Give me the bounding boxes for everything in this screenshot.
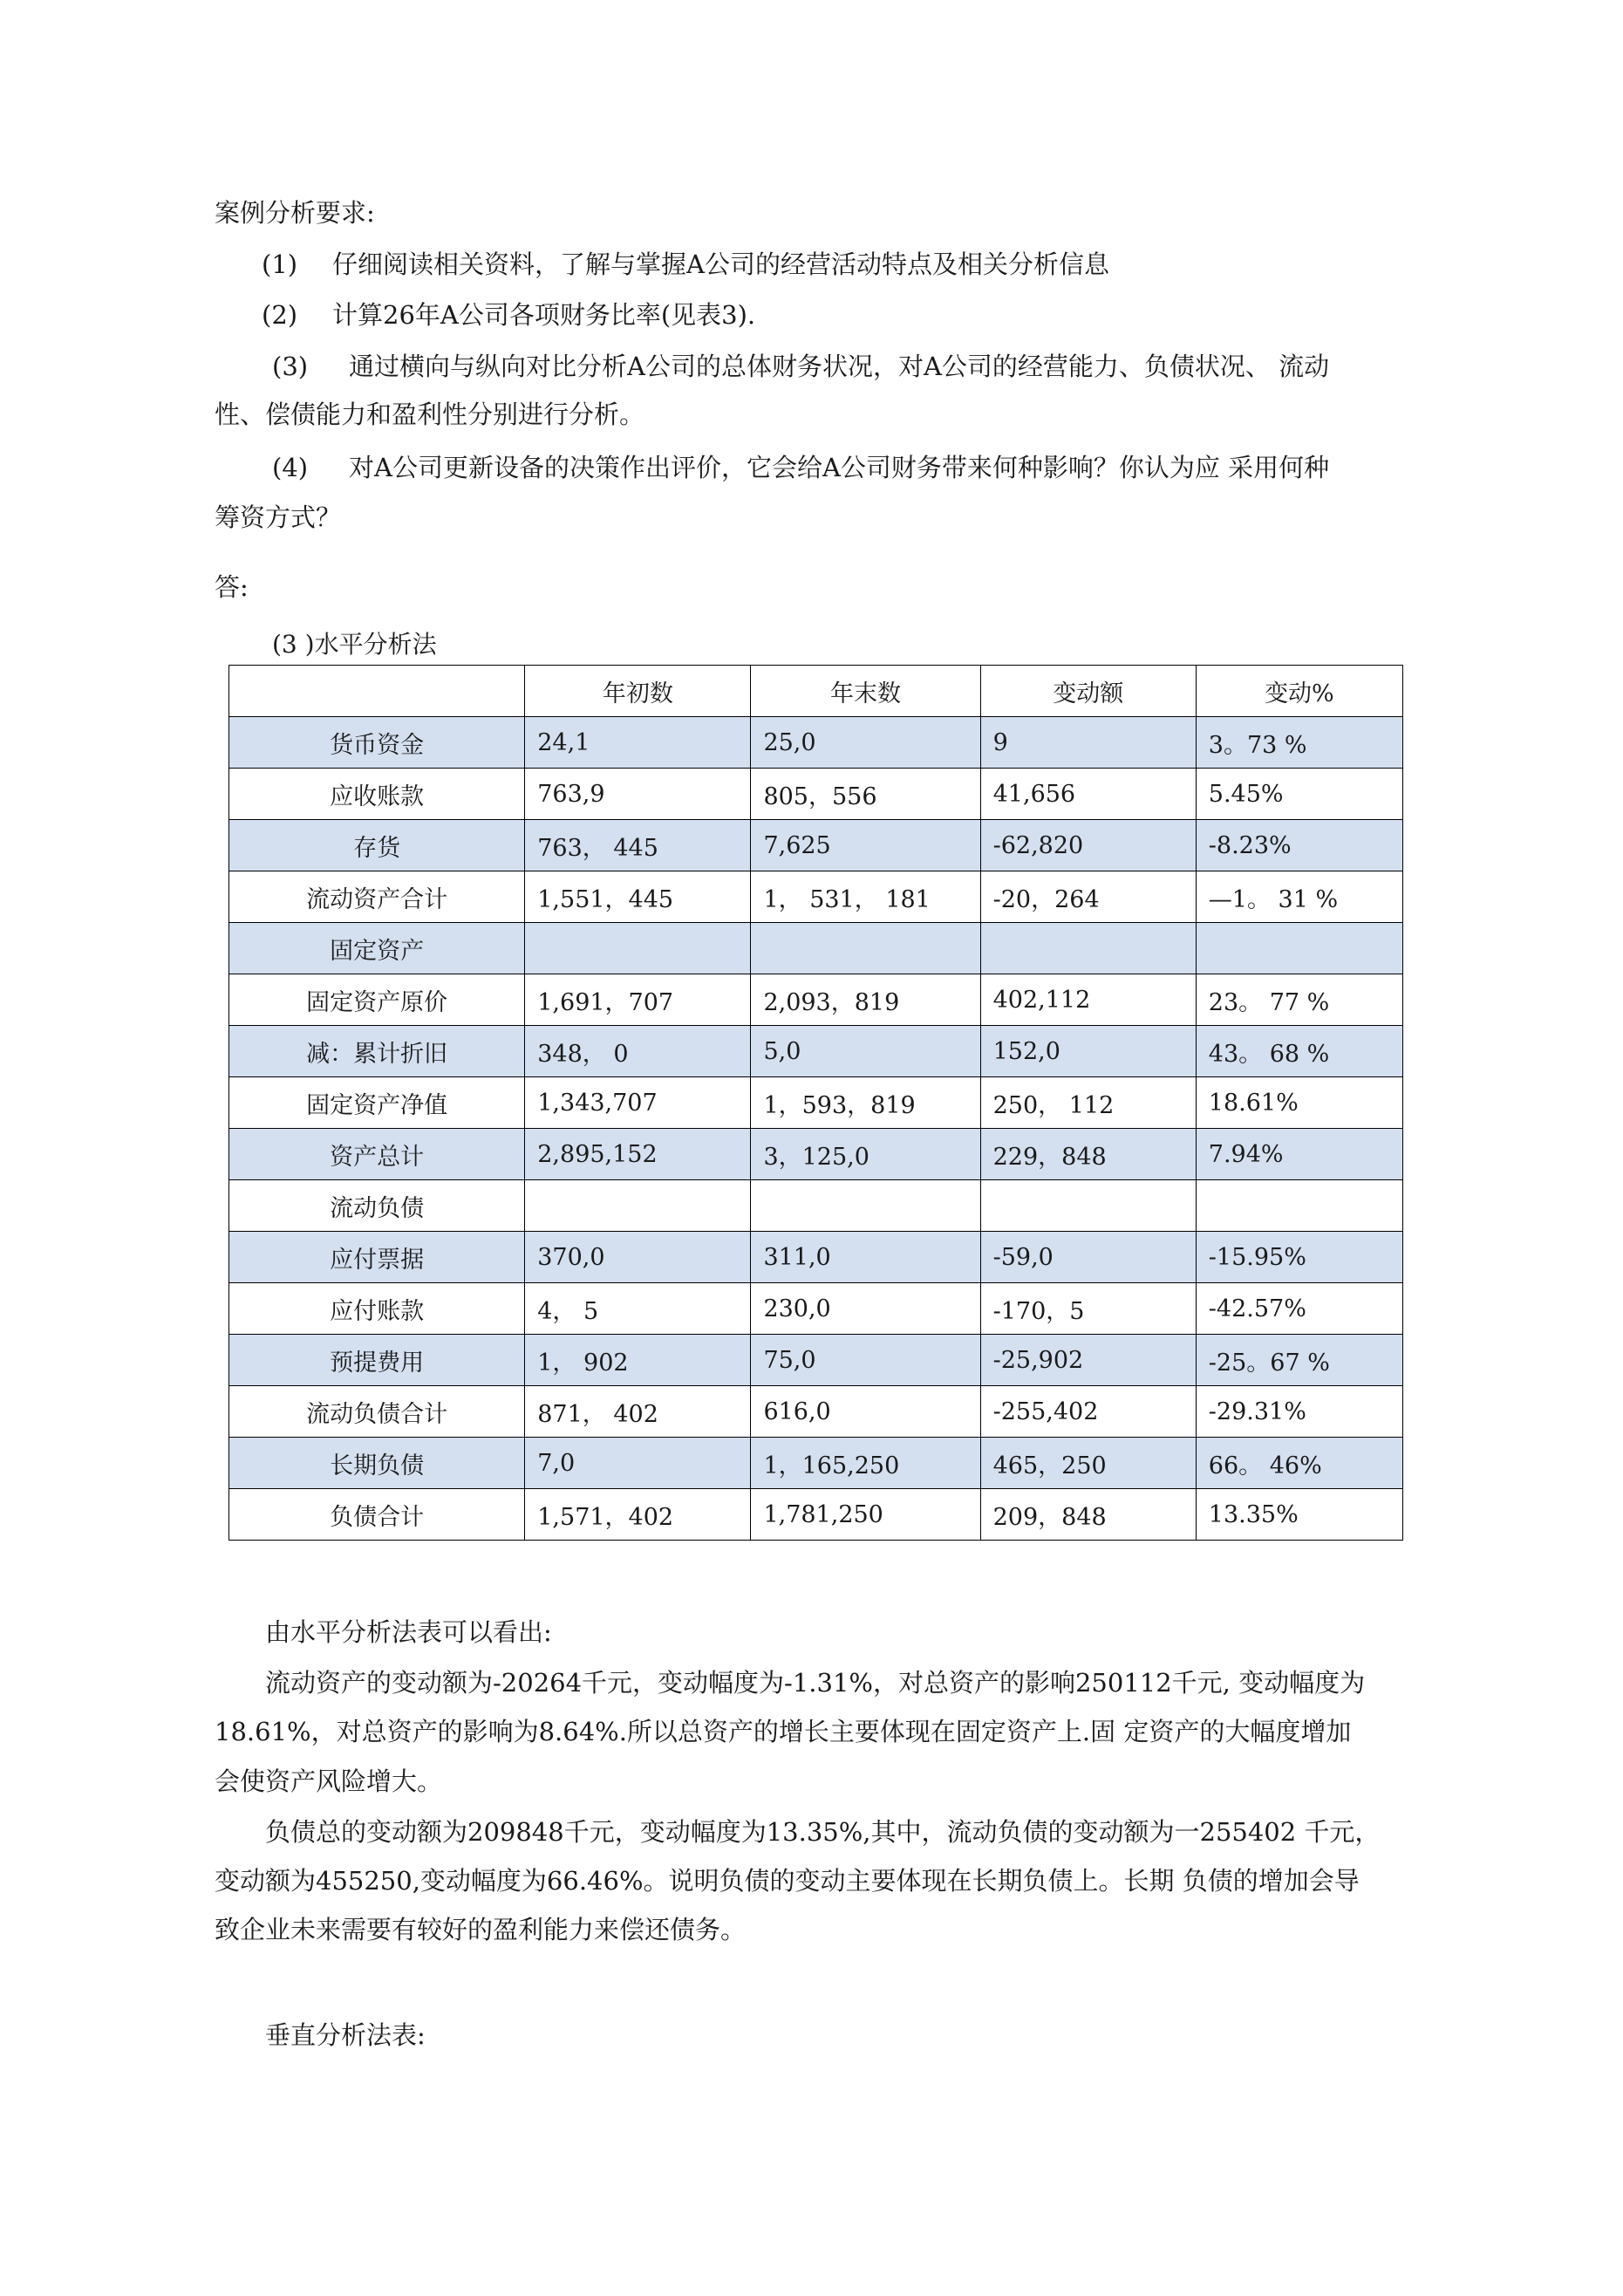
cell-row-label: 存货 (229, 820, 525, 871)
table-row (229, 1026, 1403, 1077)
cell-year-start: 1， 902 (525, 1335, 751, 1386)
cell-row-label: 应付票据 (229, 1232, 525, 1283)
cell-year-start (525, 1180, 751, 1232)
analysis-p1-line2: 18.61%，对总资产的影响为8.64%.所以总资产的增长主要体现在固定资产上.固 定资产的大幅度增加 (215, 1717, 1352, 1746)
cell-year-start: 1,571，402 (525, 1489, 751, 1541)
cell-year-end: 1， 531， 181 (751, 871, 980, 923)
cell-year-end (751, 923, 980, 974)
answer-label: 答: (215, 572, 249, 602)
cell-change-percent: 43。 68 % (1196, 1026, 1402, 1077)
table-row (229, 923, 1403, 974)
table-header-row (229, 666, 1403, 717)
cell-change-percent: -29.31% (1196, 1386, 1402, 1438)
cell-year-start: 348， 0 (525, 1026, 751, 1077)
table-row (229, 1335, 1403, 1386)
cell-year-end: 7,625 (751, 820, 980, 871)
cell-change-percent: 23。 77 % (1196, 974, 1402, 1026)
table-row (229, 1232, 1403, 1283)
table-row (229, 1283, 1403, 1335)
item-1-text: 仔细阅读相关资料，了解与掌握A公司的经营活动特点及相关分析信息 (332, 249, 1109, 279)
item-2-text: 计算26年A公司各项财务比率(见表3). (332, 300, 756, 330)
cell-year-start: 1,343,707 (525, 1077, 751, 1129)
table-row (229, 1077, 1403, 1129)
cell-change-amount: -25,902 (980, 1335, 1196, 1386)
header-cell-year-start: 年初数 (525, 666, 751, 717)
cell-year-end: 1，165,250 (751, 1438, 980, 1489)
cell-change-amount: -170，5 (980, 1283, 1196, 1335)
cell-change-amount: 465，250 (980, 1438, 1196, 1489)
item-4-continuation: 筹资方式？ (215, 502, 342, 532)
analysis-p1-line3: 会使资产风险增大。 (215, 1766, 443, 1796)
cell-change-percent: -8.23% (1196, 820, 1402, 871)
cell-change-amount: -62,820 (980, 820, 1196, 871)
cell-year-start: 871， 402 (525, 1386, 751, 1438)
cell-year-start: 1,551，445 (525, 871, 751, 923)
item-3-number: (3) (272, 352, 309, 381)
cell-row-label: 流动负债合计 (229, 1386, 525, 1438)
vertical-analysis-title: 垂直分析法表: (265, 2020, 426, 2050)
analysis-p2-line3: 致企业未来需要有较好的盈利能力来偿还债务。 (215, 1915, 747, 1944)
cell-row-label: 固定资产净值 (229, 1077, 525, 1129)
cell-year-start: 763,9 (525, 769, 751, 820)
item-4-text: 对A公司更新设备的决策作出评价，它会给A公司财务带来何种影响？你认为应 采用何种 (349, 453, 1330, 482)
cell-change-percent: -15.95% (1196, 1232, 1402, 1283)
cell-year-end: 25,0 (751, 717, 980, 769)
cell-change-percent: 13.35% (1196, 1489, 1402, 1541)
cell-row-label: 负债合计 (229, 1489, 525, 1541)
table-body (229, 717, 1403, 1541)
cell-change-percent (1196, 923, 1402, 974)
cell-row-label: 长期负债 (229, 1438, 525, 1489)
cell-year-start: 4， 5 (525, 1283, 751, 1335)
cell-row-label: 流动负债 (229, 1180, 525, 1232)
table-row (229, 1438, 1403, 1489)
item-3-continuation: 性、偿债能力和盈利性分别进行分析。 (215, 400, 645, 429)
table-row (229, 974, 1403, 1026)
cell-year-end: 1,781,250 (751, 1489, 980, 1541)
item-2-number: (2) (262, 300, 298, 330)
table-row (229, 871, 1403, 923)
cell-row-label: 应收账款 (229, 769, 525, 820)
cell-year-start: 763， 445 (525, 820, 751, 871)
cell-year-end: 3，125,0 (751, 1129, 980, 1180)
cell-change-amount: 250， 112 (980, 1077, 1196, 1129)
cell-change-percent: —1。 31 % (1196, 871, 1402, 923)
table-caption: (3 )水平分析法 (272, 630, 437, 659)
cell-year-start (525, 923, 751, 974)
header-cell-empty (229, 666, 525, 717)
cell-change-percent: 7.94% (1196, 1129, 1402, 1180)
header-cell-change-percent: 变动% (1196, 666, 1402, 717)
cell-change-amount: 152,0 (980, 1026, 1196, 1077)
cell-year-end: 2,093，819 (751, 974, 980, 1026)
cell-row-label: 应付账款 (229, 1283, 525, 1335)
cell-year-start: 1,691，707 (525, 974, 751, 1026)
table-row (229, 1180, 1403, 1232)
cell-year-end: 5,0 (751, 1026, 980, 1077)
table-row (229, 1386, 1403, 1438)
cell-year-start: 24,1 (525, 717, 751, 769)
header-cell-change-amount: 变动额 (980, 666, 1196, 717)
cell-change-amount: 9 (980, 717, 1196, 769)
cell-change-percent: 66。 46% (1196, 1438, 1402, 1489)
requirements-title: 案例分析要求: (215, 198, 375, 228)
cell-year-end: 311,0 (751, 1232, 980, 1283)
cell-row-label: 资产总计 (229, 1129, 525, 1180)
cell-change-percent: 5.45% (1196, 769, 1402, 820)
analysis-intro: 由水平分析法表可以看出: (265, 1617, 552, 1647)
cell-change-amount: -59,0 (980, 1232, 1196, 1283)
cell-year-start: 370,0 (525, 1232, 751, 1283)
cell-row-label: 货币资金 (229, 717, 525, 769)
cell-year-end: 616,0 (751, 1386, 980, 1438)
cell-change-amount: -255,402 (980, 1386, 1196, 1438)
analysis-p2-line2: 变动额为455250,变动幅度为66.46%。说明负债的变动主要体现在长期负债上。长期 负债的增加会导 (215, 1866, 1360, 1896)
header-cell-year-end: 年末数 (751, 666, 980, 717)
horizontal-analysis-table (228, 665, 1403, 1541)
table-row (229, 717, 1403, 769)
cell-year-end: 1，593，819 (751, 1077, 980, 1129)
item-1-number: (1) (262, 249, 298, 279)
table-row (229, 769, 1403, 820)
cell-change-amount: 209，848 (980, 1489, 1196, 1541)
cell-change-percent: -25。67 % (1196, 1335, 1402, 1386)
cell-year-start: 2,895,152 (525, 1129, 751, 1180)
cell-row-label: 减：累计折旧 (229, 1026, 525, 1077)
cell-year-end: 805，556 (751, 769, 980, 820)
table-row (229, 1489, 1403, 1541)
cell-change-amount: 229，848 (980, 1129, 1196, 1180)
cell-year-end: 75,0 (751, 1335, 980, 1386)
cell-change-percent (1196, 1180, 1402, 1232)
item-3-text: 通过横向与纵向对比分析A公司的总体财务状况，对A公司的经营能力、负债状况、 流动 (349, 352, 1330, 381)
table-row (229, 1129, 1403, 1180)
cell-change-percent: -42.57% (1196, 1283, 1402, 1335)
cell-change-amount (980, 923, 1196, 974)
cell-year-end (751, 1180, 980, 1232)
cell-change-amount: 402,112 (980, 974, 1196, 1026)
item-4-number: (4) (272, 453, 309, 482)
analysis-p1-line1: 流动资产的变动额为-20264千元，变动幅度为-1.31%，对总资产的影响250112千元, 变动幅度为 (265, 1668, 1366, 1698)
cell-row-label: 预提费用 (229, 1335, 525, 1386)
cell-row-label: 固定资产 (229, 923, 525, 974)
analysis-p2-line1: 负债总的变动额为209848千元，变动幅度为13.35%,其中，流动负债的变动额为一255402 千元， (265, 1817, 1381, 1847)
cell-change-percent: 18.61% (1196, 1077, 1402, 1129)
cell-row-label: 流动资产合计 (229, 871, 525, 923)
cell-year-end: 230,0 (751, 1283, 980, 1335)
cell-change-amount (980, 1180, 1196, 1232)
cell-row-label: 固定资产原价 (229, 974, 525, 1026)
cell-change-percent: 3。73 % (1196, 717, 1402, 769)
cell-change-amount: -20，264 (980, 871, 1196, 923)
table-row (229, 820, 1403, 871)
cell-change-amount: 41,656 (980, 769, 1196, 820)
cell-year-start: 7,0 (525, 1438, 751, 1489)
